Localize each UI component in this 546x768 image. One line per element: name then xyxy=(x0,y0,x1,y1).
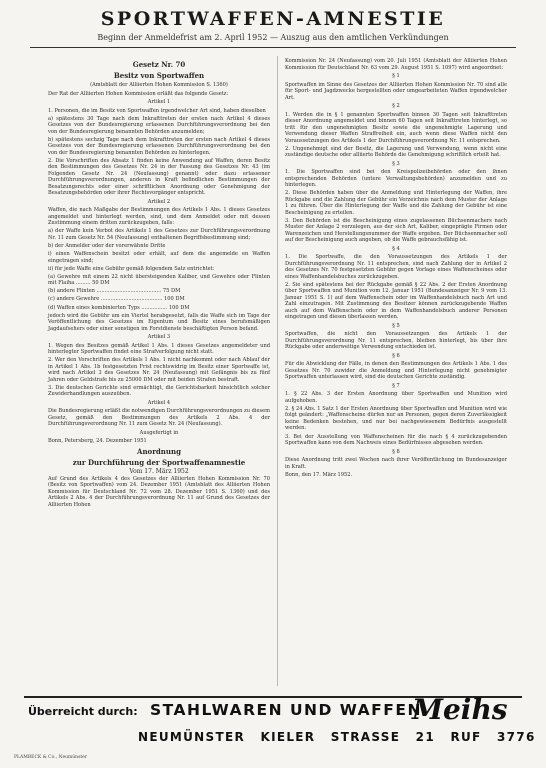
paragraph: Waffen, die nach Maßgabe der Bestimmungen des Artikels 1 Abs. 1 dieses Gesetzes angemeldet und hinterlegt werden, sind, und dem Anmeldet oder mit dessen Zustimmung einem dritten zurückzugeben, falls: xyxy=(48,207,270,227)
article-heading: § 2 xyxy=(392,103,400,109)
article-heading: Ausgefertigt in xyxy=(139,429,179,436)
paragraph: 1. Werden die in § 1 genannten Sportwaffen binnen 30 Tagen seit Inkrafttreten dieser Anordnung angemeldet und binnen 60 Tagen seit Inkrafttreten hinterlegt, so tritt für den ungenehmigten Besitz sowie die ungenehmigte Lagerung und Verwendung dieser Waffen Straffreiheit ein, auch wenn diese Waffen nicht den Voraussetzungen des Artikels 1 der Durchführungsverordnung Nr. 11 entsprechen. xyxy=(285,111,507,144)
article-heading: § 7 xyxy=(392,382,400,389)
paragraph: Diese Anordnung tritt zwei Wochen nach ihrer Veröffentlichung im Bundesanzeiger in Kraft. xyxy=(285,457,507,470)
header-rule xyxy=(30,47,516,48)
section-heading: zur Durchführung der Sportwaffenamnestie xyxy=(72,457,246,467)
paragraph: a) spätestens 30 Tage nach dem Inkrafttreten der ersten nach Artikel 4 dieses Gesetzes von der Bundesregierung erlassenen Durchführungsverordnung bei den von der Bundesregierung benannten Behörden anzumelden; xyxy=(48,115,270,135)
handed-by-label: Überreicht durch: xyxy=(28,705,138,718)
article-heading: § 5 xyxy=(392,322,400,329)
paragraph: 1. Die Sportwaffen sind bei den Kreispolizeibehörden oder den ihnen entsprechenden Behörden (untere Verwaltungsbehörden) anzumelden und zu hinterlegen. xyxy=(285,169,507,189)
paragraph: 3. Die deutschen Gerichte sind ermächtigt, die Gerichtsbarkeit hinsichtlich solcher Zuwiderhandlungen auszuüben. xyxy=(48,384,270,398)
paragraph: Bonn, Petersberg, 24. Dezember 1951 xyxy=(48,438,147,445)
section-heading: Gesetz Nr. 70 xyxy=(132,60,186,69)
paragraph: (b) andere Flinten ........................................ 75 DM xyxy=(48,288,181,295)
paragraph: Vom 17. März 1952 xyxy=(129,467,189,475)
paragraph: b) der Anmelder oder der vorerwähnte Dritte xyxy=(48,242,166,249)
column-divider xyxy=(277,56,278,686)
right-column xyxy=(285,58,507,480)
paragraph: Kommission Nr. 24 (Neufassung) vom 20. Juli 1951 (Amtsblatt der Alliierten Hohen Kommission für Deutschland Nr. 63 vom 29. August 1951 S. 1097) wird angeordnet: xyxy=(285,58,507,71)
paragraph: ii) für jede Waffe eine Gebühr gemäß folgendem Satz entrichtet: xyxy=(48,265,215,272)
paragraph: (c) andere Gewehre ...................................... 100 DM xyxy=(48,296,185,303)
paragraph: 1. Personen, die im Besitz von Sportwaffen irgendwelcher Art sind, haben dieselben xyxy=(48,107,266,114)
paragraph: 2. Wer den Vorschriften des Artikels 1 Abs. 1 nicht nachkommt oder nach Ablauf der in Artikel 1 Abs. 1b festgesetzten Frist rechtswidrig im Besitz einer Sportwaffe ist, wird nach Artikel 3 des Gesetzes Nr. 24 (Neufassung) mit Gefängnis bis zu fünf Jahren oder Geldstrafe bis zu 25000 DM oder mit beiden Strafen bestraft. xyxy=(48,357,270,383)
article-heading: § 8 xyxy=(392,448,400,455)
paragraph: 2. Ungenehmigt sind der Besitz, die Lagerung und Verwendung, wenn nicht eine zuständige deutsche oder alliierte Behörde die Genehmigung schriftlich erteilt hat. xyxy=(285,145,507,159)
paragraph: 2. Diese Behörden haben über die Anmeldung und Hinterlegung der Waffen, ihre Rückgabe und die Zahlung der Gebühr ein Verzeichnis nach dem Muster der Anlage 1 zu führen. Über die Hinterlegung der Waffe und die Zahlung der Gebühr ist eine Bescheinigung zu erteilen. xyxy=(285,190,507,216)
article-heading: Artikel 1 xyxy=(147,99,171,105)
paragraph: (d) Waffen eines kombinierten Typs ................ 100 DM xyxy=(48,304,190,311)
article-heading: Artikel 3 xyxy=(147,334,171,341)
article-heading: § 4 xyxy=(392,245,400,252)
paragraph: 1. Die Sportwaffe, die den Voraussetzungen des Artikels 1 der Durchführungsverordnung Nr. 11 entsprechen, sind nach Zahlung der in Artikel 2 des Gesetzes Nr. 70 festgesetzten Gebühr gegen Vorlage eines Waffenscheines oder eines Waffenhandelsbuches zurückzugeben. xyxy=(285,254,507,280)
section-heading: Anordnung xyxy=(137,446,181,456)
paragraph: Sportwaffen im Sinne des Gesetzes der Alliierten Hohen Kommission Nr. 70 sind alle für Sport- und Jagdzwecke hergestellten oder umgearbeiteten Waffen irgendwelcher Art. xyxy=(285,81,507,101)
paragraph: 2. § 24 Abs. 1 Satz 1 der Ersten Anordnung über Sportwaffen und Munition wird wie folgt geändert: „Waffenscheine dürfen nur an Personen, gegen deren Zuverlässigkeit keine Bedenken bestehen, und nur bei nachgewiesenem Bedürfnis ausgestellt werden. xyxy=(285,405,507,432)
paragraph: 2. Die Vorschriften des Absatz 1 finden keine Anwendung auf Waffen, deren Besitz den Bestimmungen des Gesetzes Nr. 24 in der Fassung des Gesetzes Nr. 43 (im Folgenden Gesetz Nr. 24 (Neufassung) genannt) oder dazu erlassener Durchführungsverordnungen, anderen in Kraft befindlichen Bestimmungen der Besatzungsrechts oder einer schriftlichen Anordnung oder Genehmigung der Besatzungsbehörden oder ihrer Rechtsvorgänger entspricht. xyxy=(48,157,270,197)
paragraph: b) spätestens sechzig Tage nach dem Inkrafttreten der ersten nach Artikel 4 dieses Gesetzes von der Bundesregierung erlassenen Durchführungsverordnung bei den von der Bundesregierung benannten Behörden zu hinterlegen. xyxy=(48,136,270,156)
paragraph: 1. § 22 Abs. 3 der Ersten Anordnung über Sportwaffen und Munition wird aufgehoben. xyxy=(285,391,507,404)
paragraph: Die Bundesregierung erläßt die notwendigen Durchführungsverordnungen zu diesem Gesetz, gemäß den Bestimmungen des Artikels 2 Abs. 4 der Durchführungsverordnung Nr. 11 zum Gesetz Nr. 24 (Neufassung). xyxy=(48,408,270,428)
article-heading: § 1 xyxy=(392,73,400,79)
paragraph: i) einen Waffenschein besitzt oder erhält, auf dem die angemelde en Waffen eingetragen sind; xyxy=(48,251,270,264)
paragraph: 3. Den Behörden ist die Bescheinigung eines zugelassenen Büchsenmachers nach Muster der Anlage 2 vorzulegen, aus der sich Art, Kaliber, eingeprägte Firmen oder Warenzeichen und Herstellungsnummer der Waffe ergeben. Der Büchsenmacher soll auf der Bescheinigung auch angeben, ob die Waffe gebrauchsfähig ist. xyxy=(285,217,507,244)
article-heading: § 3 xyxy=(392,160,400,167)
section-heading: Besitz von Sportwaffen xyxy=(113,71,205,80)
paragraph: Für die Abwicklung der Fälle, in denen den Bestimmungen des Artikels 1 Abs. 1 des Gesetzes Nr. 70 zuwider die Anmeldung und Hinterlegung nicht genehmigter Sportwaffen unterlassen wird, sind die deutschen Gerichte zuständig. xyxy=(285,361,507,381)
article-heading: § 6 xyxy=(392,352,400,359)
article-heading: Artikel 4 xyxy=(147,399,171,406)
brand-logo: Meihs xyxy=(412,693,508,726)
printer-imprint: PLAMBECK & Co., Neumünster xyxy=(14,755,87,760)
paragraph: Bonn, den 17. März 1952. xyxy=(285,471,353,478)
left-column xyxy=(48,58,270,510)
firm-name: STAHLWAREN UND WAFFEN xyxy=(150,701,422,719)
paragraph: 3. Bei der Ausstellung von Waffenscheinen für die nach § 4 zurückzugebenden Sportwaffen kann von dem Nachweis eines Bedürfnisses abgesehen werden. xyxy=(285,433,507,447)
article-heading: (Amtsblatt der Alliierten Hohen Kommission S. 1360) xyxy=(90,82,228,88)
paragraph: 1. Wegen des Besitzes gemäß Artikel 1 Abs. 1 dieses Gesetzes angemeldeter und hinterlegter Sportwaffen findet eine Strafverfolgung nicht statt. xyxy=(48,342,270,356)
paragraph: (a) Gewehre mit einem 22 nicht übersteigenden Kaliber, und Gewehre oder Flinten mit Flaiha ......... 50 DM xyxy=(48,273,270,287)
paragraph: Sportwaffen, die nicht den Voraussetzungen des Artikels 1 der Durchführungsverordnung Nr. 11 entsprechen, bleiben hinterlegt, bis über ihre Rückgabe oder anderweitige Verwendung entschieden ist. xyxy=(285,331,507,351)
paragraph: a) der Waffe kein Verbot des Artikels 1 des Gesetzes zur Durchführungsverordnung Nr. 11 zum Gesetz Nr. 54 (Neufassung) enthaltenen Begriffsbestimmung sind; xyxy=(48,228,270,241)
paragraph: 2. Sie sind spätestens bei der Rückgabe gemäß § 22 Abs. 2 der Ersten Anordnung über Sportwaffen und Munition vom 12. Januar 1951 (Bundesanzeiger Nr. 9 vom 13. Januar 1951 S. 1) auf dem Waffenschein oder im Waffenhandelsbuch nach Art und Zahl einzutragen. Mit Zustimmung des Besitzer können zurückzugebende Waffen auch auf dem Waffenschein oder in dem Waffenhandelsbuch anderer Personen eingetragen und diesen überlassen werden. xyxy=(285,281,507,321)
page-title: SPORTWAFFEN-AMNESTIE xyxy=(100,8,446,30)
firm-address xyxy=(138,730,536,744)
paragraph: Der Rat der Alliierten Hohen Kommission erläßt das folgende Gesetz: xyxy=(48,90,229,97)
page-subtitle: Beginn der Anmeldefrist am 2. April 1952 — Auszug aus den amtlichen Verkündungen xyxy=(97,33,449,42)
phone: RUF 3776 xyxy=(450,730,536,744)
paragraph: jedoch wird die Gebühr um ein Viertel herabgesetzt, falls die Waffe sich im Tage der Veröffentlichung des Gesetzes im Eigentum und Besitz eines berufsmäßigen Jagdaufsehers oder einer sonstigen im Forstdienste beschäftigten Person befand. xyxy=(48,312,270,332)
street: KIELER STRASSE 21 xyxy=(260,730,435,744)
paragraph: Auf Grund des Artikels 4 des Gesetzes der Alliierten Hohen Kommission Nr. 70 (Besitz von Sportwaffen) vom 24. Dezember 1951 (Amtsblatt des Alliierten Hohen Kommission für Deutschland Nr. 72 vom 28. Dezember 1951 S. 1360) und des Artikels 2 Abs. 4 der Durchführungsverordnung Nr. 11 auf Grund des Gesetzes der Alliierten Hohen xyxy=(48,475,270,508)
article-heading: Artikel 2 xyxy=(147,198,171,205)
city: NEUMÜNSTER xyxy=(138,730,245,744)
